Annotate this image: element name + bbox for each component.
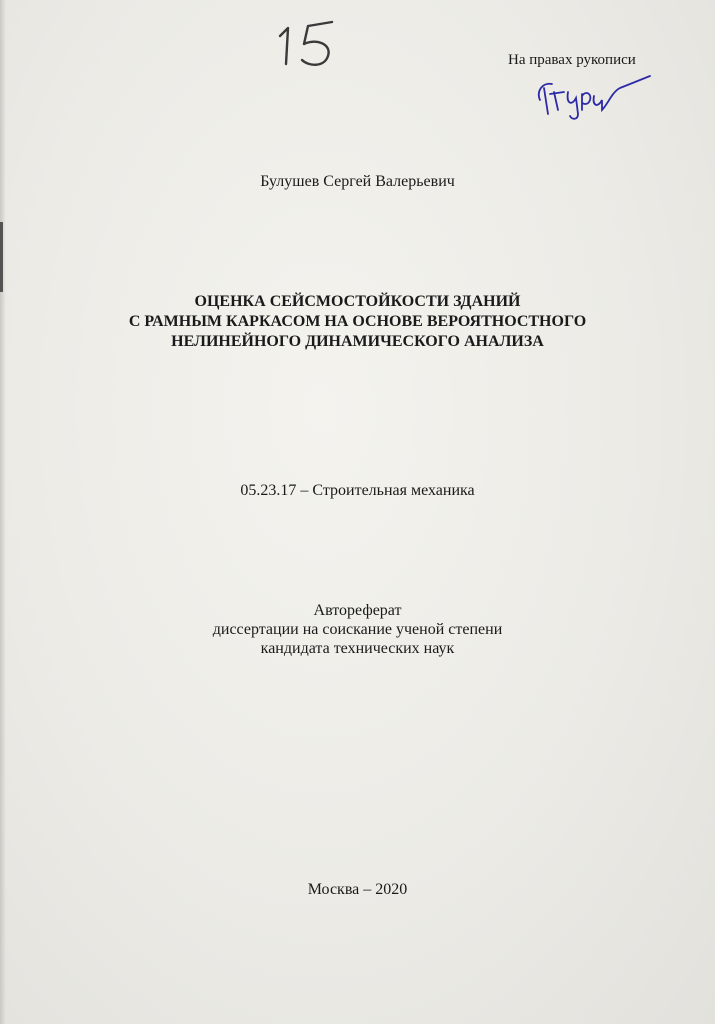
title-line: ОЦЕНКА СЕЙСМОСТОЙКОСТИ ЗДАНИЙ (194, 293, 521, 310)
author-signature (530, 70, 660, 122)
abstract-description (0, 601, 715, 658)
abstract-line: диссертации на соискание ученой степени (212, 621, 503, 638)
abstract-line: Автореферат (313, 602, 402, 619)
city-year: Москва – 2020 (307, 881, 408, 898)
rights-label: На правах рукописи (508, 52, 636, 68)
specialty-code: 05.23.17 – Строительная механика (240, 482, 475, 499)
binding-mark (0, 222, 3, 292)
abstract-line: кандидата технических наук (260, 640, 455, 657)
title-line: С РАМНЫМ КАРКАСОМ НА ОСНОВЕ ВЕРОЯТНОСТНОГО (128, 313, 587, 330)
author-name: Булушев Сергей Валерьевич (260, 173, 455, 190)
title-line: НЕЛИНЕЙНОГО ДИНАМИЧЕСКОГО АНАЛИЗА (171, 333, 544, 350)
page-edge-shadow (0, 0, 6, 1024)
handwritten-page-number (272, 14, 352, 74)
thesis-title (0, 292, 715, 352)
